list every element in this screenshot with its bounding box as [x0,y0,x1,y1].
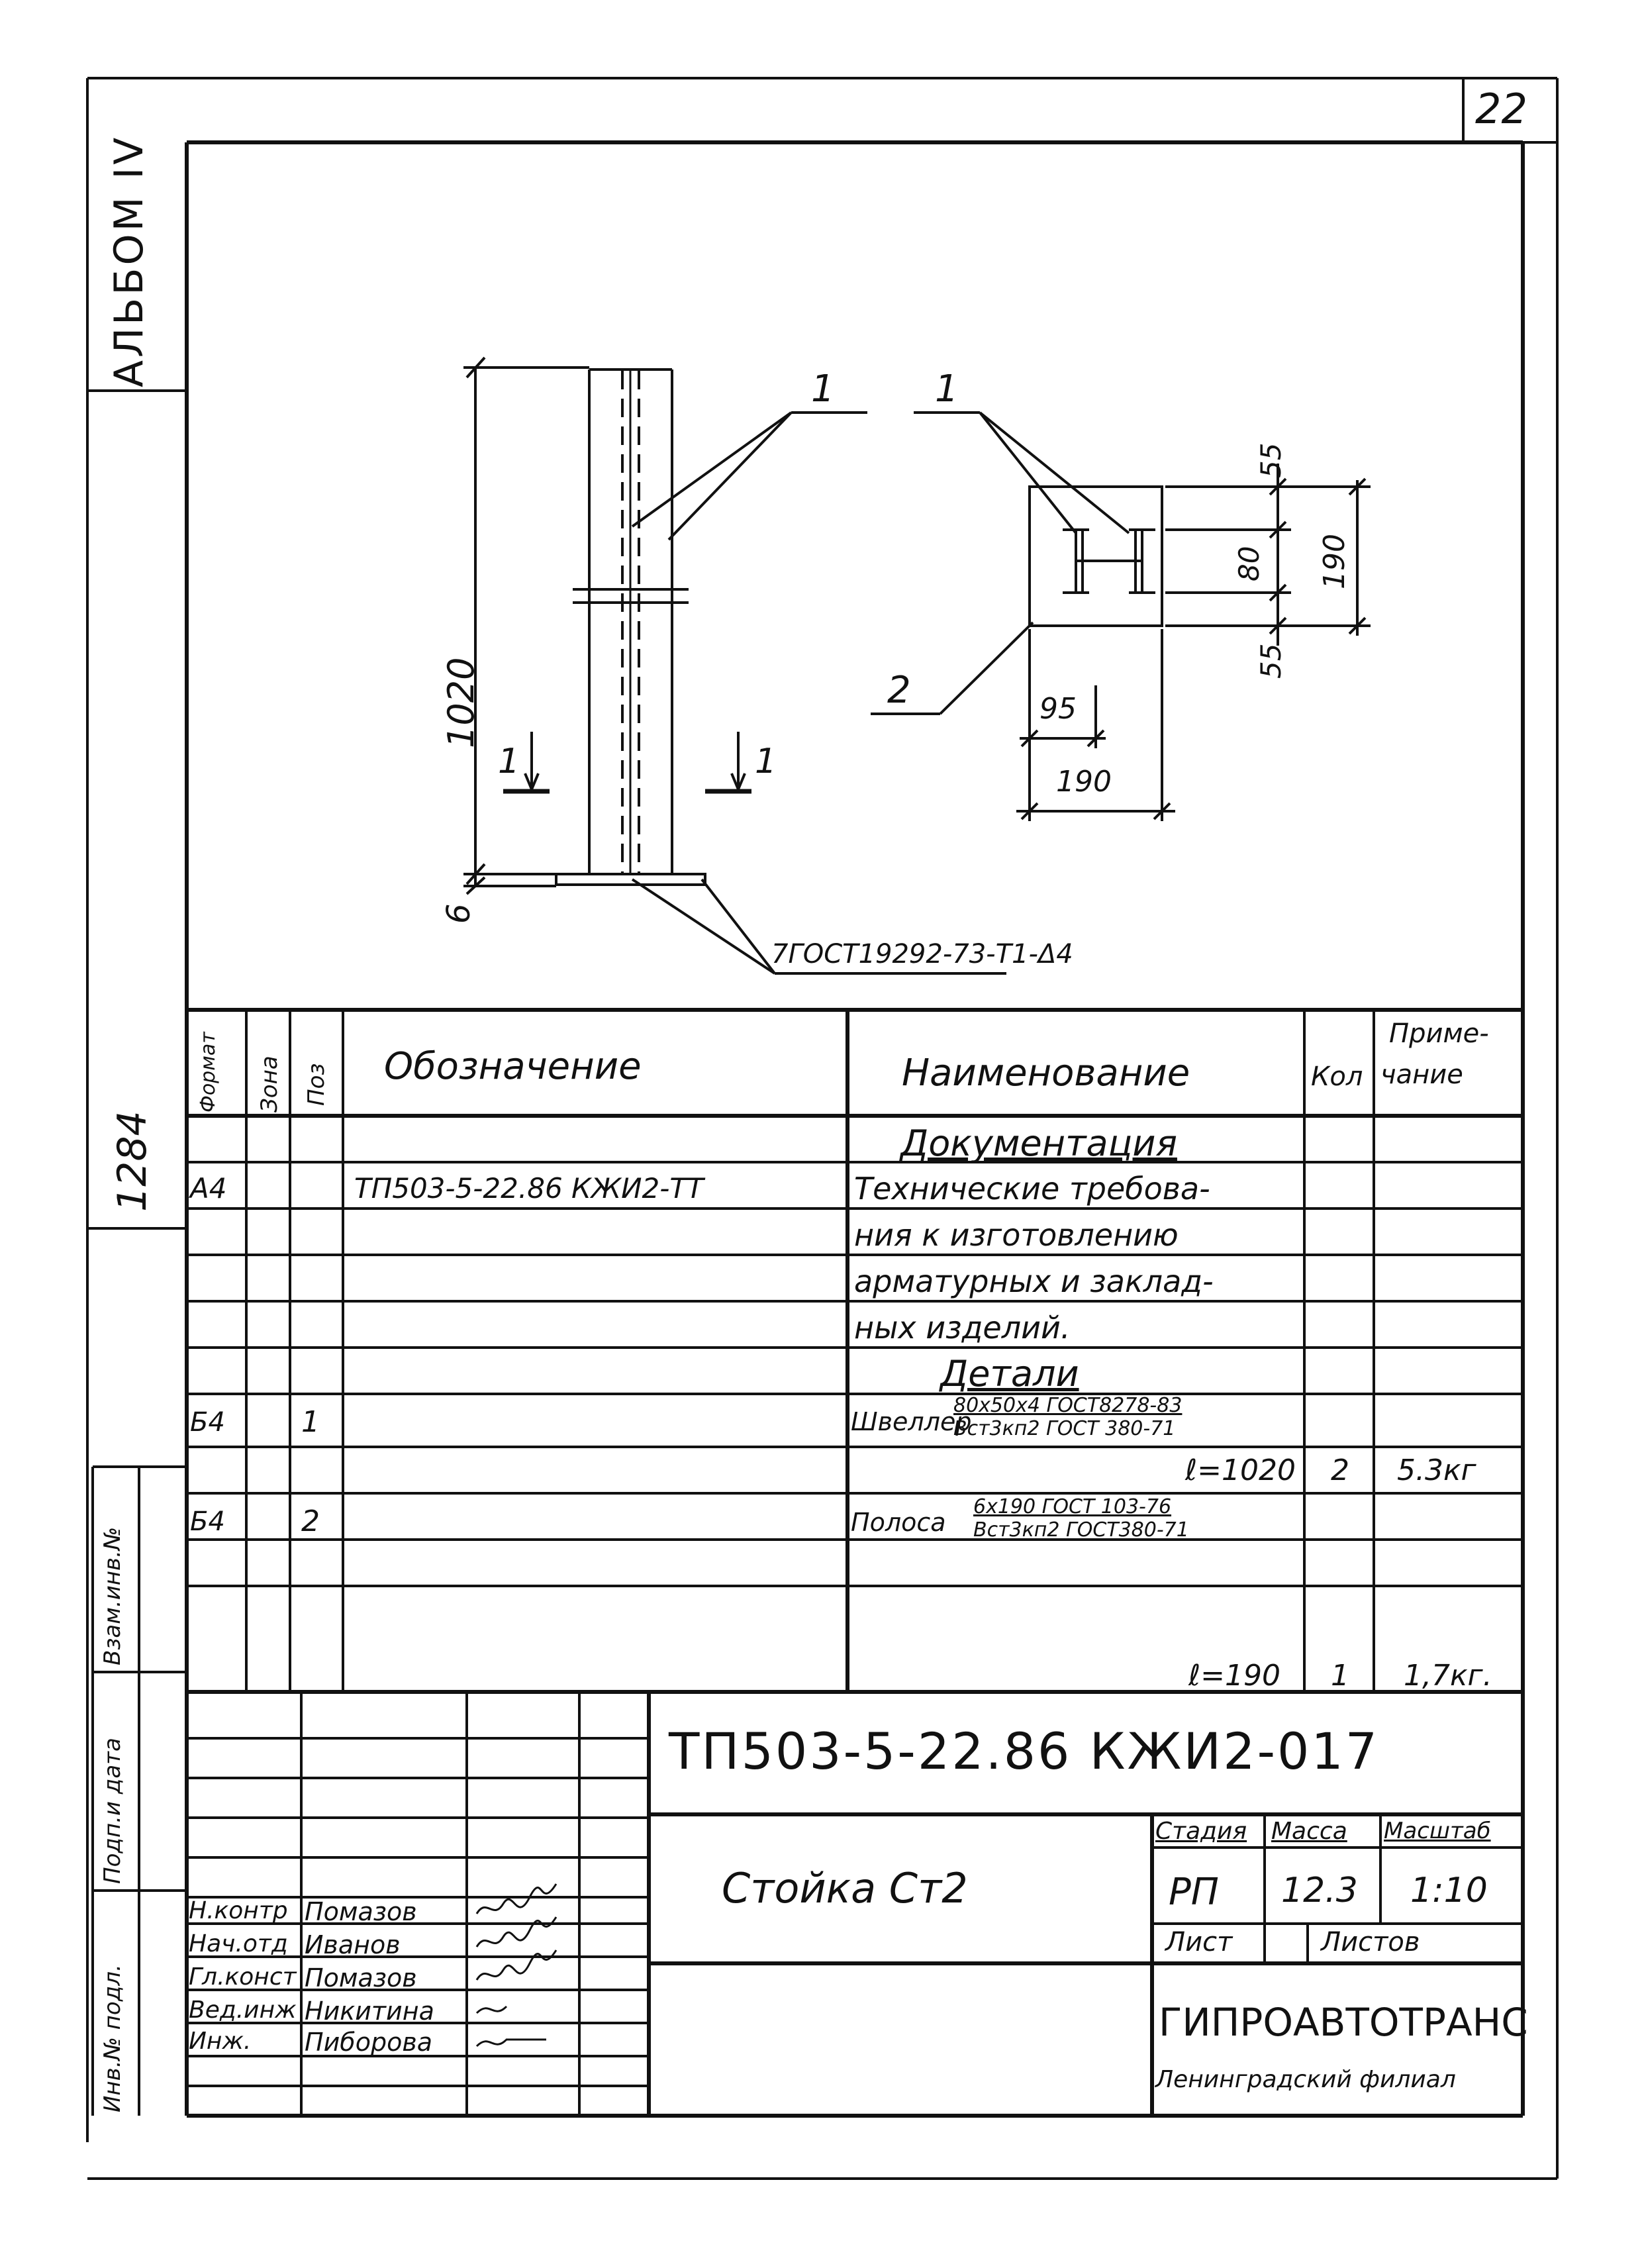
section-mark-right: 1 [755,742,777,781]
dim-total-vertical: 190 [1318,534,1351,589]
col-header-note-line2: чание [1380,1060,1463,1090]
part-name-prefix: Швеллер [851,1407,972,1436]
part-length: ℓ=190 [1188,1659,1281,1693]
item-name: Стойка Ст2 [722,1864,968,1912]
post-side-view [463,358,1006,973]
inventory-number: 1284 [109,1110,156,1212]
part-format: Б4 [190,1506,225,1537]
signer-name: Пиборова [305,2028,433,2057]
doc-row-name-line: ния к изготовлению [854,1217,1179,1253]
doc-row-designation: ТП503-5-22.86 КЖИ2-ТТ [354,1172,704,1205]
col-header-qty: Кол [1311,1061,1363,1092]
doc-row-format: А4 [190,1172,227,1205]
organization-branch: Ленинградский филиал [1155,2066,1456,2093]
part-mass-note: 1,7кг. [1404,1659,1492,1693]
signer-role: Н.контр [189,1897,288,1924]
dim-top-55: 55 [1255,442,1287,478]
dim-plate: 6 [440,903,477,924]
doc-row-name-line: ных изделий. [854,1310,1071,1346]
part-spec-top: 6x190 ГОСТ 103-76 [973,1495,1172,1518]
part-spec-top: 80x50x4 ГОСТ8278-83 [953,1394,1183,1417]
col-header-pos: Поз [303,1063,330,1106]
dim-web-80: 80 [1233,546,1265,581]
mass-value: 12.3 [1281,1871,1358,1910]
col-header-note-line1: Приме- [1389,1018,1489,1049]
signer-name: Иванов [305,1930,401,1959]
scale-value: 1:10 [1410,1871,1488,1910]
sheet-number: 22 [1475,85,1527,133]
callout-pos1-side: 1 [811,368,835,411]
scale-label: Масштаб [1384,1818,1491,1844]
section-parts: Детали [940,1353,1079,1395]
signer-role: Инж. [189,2028,252,2055]
stamp-replacement: Взам.инв.№ [99,1526,126,1665]
stage-value: РП [1169,1871,1219,1914]
stage-label: Стадия [1155,1818,1247,1845]
sheet-label: Лист [1165,1927,1233,1957]
signer-name: Помазов [305,1963,417,1993]
part-position: 2 [301,1504,320,1538]
dim-total-horizontal: 190 [1056,765,1112,799]
dim-height: 1020 [440,657,482,748]
signer-role: Вед.инж [189,1997,297,2024]
col-header-designation: Обозначение [384,1045,642,1088]
doc-row-name-line: Технические требова- [854,1171,1210,1207]
signer-role: Нач.отд [189,1930,288,1957]
section-1-1-view [871,413,1371,821]
col-header-zone: Зона [256,1056,283,1112]
col-header-name: Наименование [902,1052,1190,1095]
mass-label: Масса [1271,1818,1347,1845]
dim-half-95: 95 [1039,692,1077,726]
part-format: Б4 [190,1407,225,1438]
callout-pos2: 2 [887,669,911,712]
document-code: ТП503-5-22.86 КЖИ2-017 [669,1722,1380,1781]
part-mass-note: 5.3кг [1397,1454,1476,1487]
part-name-prefix: Полоса [851,1508,946,1537]
section-mark-left: 1 [498,742,520,781]
part-spec-bottom: Вст3кп2 ГОСТ 380-71 [953,1417,1176,1440]
signer-name: Никитина [305,1997,434,2026]
organization: ГИПРОАВТОТРАНС [1159,2000,1528,2045]
dim-bottom-55: 55 [1255,643,1287,679]
section-documentation: Документация [900,1122,1177,1164]
part-spec-bottom: Вст3кп2 ГОСТ380-71 [973,1518,1189,1542]
part-length: ℓ=1020 [1185,1454,1296,1487]
signer-name: Помазов [305,1897,417,1926]
spec-table-grid [187,1010,1523,1692]
callout-pos1-section: 1 [935,368,959,411]
album-label: АЛЬБОМ IV [106,134,152,387]
stamp-signed-date: Подп.и дата [99,1738,126,1884]
signer-role: Гл.конст [189,1963,297,1991]
weld-note: 7ГОСТ19292-73-Т1-Δ4 [771,939,1073,969]
sheets-label: Листов [1321,1927,1420,1957]
part-position: 1 [301,1405,320,1439]
part-quantity: 1 [1331,1659,1349,1693]
doc-row-name-line: арматурных и заклад- [854,1263,1214,1299]
stamp-original-number: Инв.№ подл. [99,1964,126,2112]
col-header-format: Формат [197,1032,220,1112]
part-quantity: 2 [1331,1454,1349,1487]
